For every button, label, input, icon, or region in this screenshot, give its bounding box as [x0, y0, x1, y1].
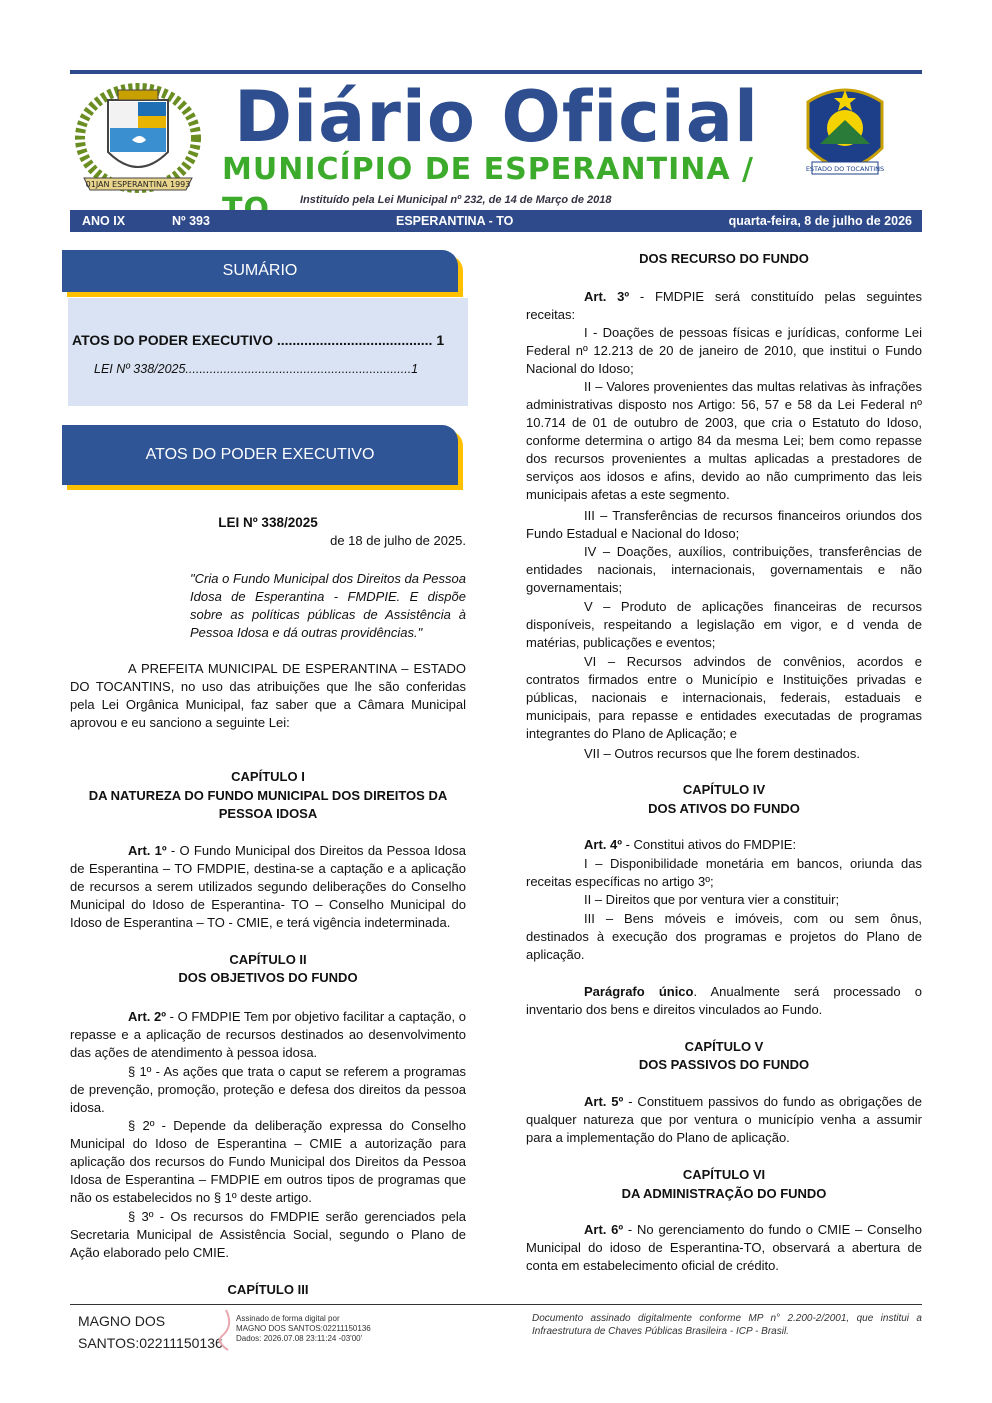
article-4-label: Art. 4º	[584, 837, 622, 852]
signer-name: MAGNO DOS SANTOS:02211150136	[78, 1313, 223, 1351]
article-4	[526, 836, 922, 854]
article-3-item-v: V – Produto de aplicações financeiras de recursos disponíveis, respeitando a legislação em vigor, e d venda de matérias, publicações e eventos;	[526, 599, 922, 650]
article-3-item-ii: II – Valores provenientes das multas relativas às infrações administrativas disposto nos Artigo: 56, 57 e 58 da Lei Federal nº 10.714 de 01 de outubro de 2003, que cria o Estatuto do Idoso, conforme determina o artigo 84 da mesma Lei; bem como repasse dos recursos provenientes a multas aplicadas a prestadores de serviços aos idosos e afins, devido ao não cumprimento das leis municipais afetas a este segmento.	[526, 379, 922, 502]
municipal-coat-of-arms-icon	[74, 82, 202, 198]
article-2-label: Art. 2º	[128, 1009, 167, 1024]
chapter-3-title: CAPÍTULO III	[227, 1282, 309, 1297]
sole-paragraph-text: . Anualmente será processado o inventario dos bens e direitos vinculados ao Fundo.	[526, 984, 922, 1017]
article-3-item-i: I - Doações de pessoas físicas e jurídicas, conforme Lei Federal nº 12.213 de 20 de janeiro de 2010, que institui o Fundo Nacional do Idoso;	[526, 325, 922, 376]
edition-number: Nº 393	[172, 214, 210, 228]
article-4-item-i: I – Disponibilidade monetária em bancos, oriunda das receitas específicas no artigo 3º;	[526, 856, 922, 889]
article-3-item-vii: VII – Outros recursos que lhe forem destinados.	[584, 746, 861, 761]
sole-paragraph	[526, 983, 922, 1019]
chapter-5-title: CAPÍTULO V	[684, 1039, 764, 1054]
article-3-item-iii: III – Transferências de recursos financeiros oriundos dos Fundo Estadual e Nacional do Idoso;	[526, 508, 922, 541]
article-2-paragraph-2: § 2º - Depende da deliberação expressa do Conselho Municipal do Idoso de Esperantina – CMIE a autorização para aplicação dos recursos do Fundo Municipal dos Direitos da Pessoa Idosa de Esperantina – FMDPIE em outros tipos de programas que não os estabelecidos no § 1º deste artigo.	[70, 1118, 466, 1205]
chapter-2-title: CAPÍTULO II	[229, 952, 307, 967]
signature-line-3: Dados: 2026.07.08 23:11:24 -03'00'	[236, 1334, 363, 1343]
article-4-item-iii: III – Bens móveis e imóveis, com ou sem ônus, destinados à execução dos programas e projetos do Plano de aplicação.	[526, 911, 922, 962]
article-6	[526, 1221, 922, 1275]
edition-year: ANO IX	[82, 214, 126, 228]
chapter-4-title: CAPÍTULO IV	[682, 782, 766, 797]
chapter-4-subtitle: DOS ATIVOS DO FUNDO	[648, 801, 800, 816]
law-preamble: A PREFEITA MUNICIPAL DE ESPERANTINA – ESTADO DO TOCANTINS, no uso das atribuições que lhe são conferidas pela Lei Orgânica Municipal, faz saber que a Câmara Municipal aprovou e eu sanciono a seguinte Lei:	[70, 661, 466, 730]
article-2-paragraph-3: § 3º - Os recursos do FMDPIE serão gerenciados pela Secretaria Municipal de Assistência Social, segundo o Plano de Ação elaborado pelo CMIE.	[70, 1209, 466, 1260]
article-6-text: - No gerenciamento do fundo o CMIE – Conselho Municipal do idoso de Esperantina-TO, observará a abertura de conta em estabelecimento oficial de crédito.	[526, 1222, 922, 1273]
chapter-5-subtitle: DOS PASSIVOS DO FUNDO	[638, 1057, 810, 1072]
law-ementa: "Cria o Fundo Municipal dos Direitos da Pessoa Idosa de Esperantina - FMDPIE. E dispõe sobre as políticas públicas de Assistência à Pessoa Idosa e dá outras providências."	[190, 571, 466, 640]
article-3	[526, 288, 922, 324]
article-3-text: - FMDPIE será constituído pelas seguintes receitas:	[526, 289, 922, 322]
state-coat-of-arms-icon	[800, 82, 890, 186]
newspaper-title: Diário Oficial	[234, 76, 759, 158]
signature-line-1: Assinado de forma digital por	[236, 1314, 340, 1323]
chapter-1-subtitle: DA NATUREZA DO FUNDO MUNICIPAL DOS DIREITOS DA PESSOA IDOSA	[88, 788, 448, 821]
summary-item-law[interactable]: LEI Nº 338/2025.................................................................1	[94, 362, 419, 376]
edition-date: quarta-feira, 8 de julho de 2026	[728, 214, 912, 228]
chapter-1-title: CAPÍTULO I	[231, 769, 305, 784]
section-heading: ATOS DO PODER EXECUTIVO	[62, 425, 458, 485]
chapter-6-title: CAPÍTULO VI	[682, 1167, 766, 1182]
summary-heading: SUMÁRIO	[62, 250, 458, 292]
article-1	[70, 842, 466, 932]
law-title: LEI Nº 338/2025	[218, 515, 318, 530]
edition-info-bar	[70, 210, 922, 232]
article-5-text: - Constituem passivos do fundo as obrigações de qualquer natureza que por ventura o município venha a assumir para a implementação do Plano de aplicação.	[526, 1094, 922, 1145]
article-1-label: Art. 1º	[128, 843, 167, 858]
article-1-text: - O Fundo Municipal dos Direitos da Pessoa Idosa de Esperantina – TO FMDPIE, destina-se a captação e a aplicação de recursos a serem utilizados segundo deliberações do Conselho Municipal do Idoso de Esperantina- TO – Conselho Municipal do Idoso de Esperantina – TO - CMIE, e terá vigência indeterminada.	[70, 843, 467, 930]
chapter-3-subtitle: DOS RECURSO DO FUNDO	[639, 251, 809, 266]
svg-text:ESTADO DO TOCANTINS: ESTADO DO TOCANTINS	[805, 165, 885, 173]
article-3-item-vi: VI – Recursos advindos de convênios, acordos e contratos firmados entre o Município e Instituições privadas e públicas, nacionais e internacionais, federais, estaduais e municipais, para repasse e entidades executadas de programas integrantes do Plano de Aplicação; e	[526, 654, 922, 741]
article-5-label: Art. 5º	[584, 1094, 624, 1109]
chapter-6-subtitle: DA ADMINISTRAÇÃO DO FUNDO	[621, 1186, 827, 1201]
article-3-item-iv: IV – Doações, auxílios, contribuições, transferências de entidades nacionais, internacionais, governamentais e não governamentais;	[526, 544, 922, 595]
chapter-2-subtitle: DOS OBJETIVOS DO FUNDO	[178, 970, 358, 985]
header-top-rule	[70, 70, 922, 74]
digital-signature-info	[236, 1314, 436, 1344]
summary-item-executive[interactable]: ATOS DO PODER EXECUTIVO ........................................ 1	[72, 332, 445, 348]
digital-signature-notice: Documento assinado digitalmente conforme MP n° 2.200-2/2001, que institui a Infraestrutura de Chaves Públicas Brasileira - ICP - Brasil.	[532, 1313, 922, 1337]
article-6-label: Art. 6º	[584, 1222, 624, 1237]
article-2	[70, 1008, 466, 1062]
svg-text:01JAN ESPERANTINA 1993: 01JAN ESPERANTINA 1993	[85, 180, 191, 189]
edition-place: ESPERANTINA - TO	[396, 214, 514, 228]
footer-rule	[70, 1304, 922, 1305]
article-5	[526, 1093, 922, 1147]
article-2-paragraph-1: § 1º - As ações que trata o caput se referem a programas de prevenção, promoção, proteção e defesa dos direitos da pessoa idosa.	[70, 1064, 466, 1115]
summary-box	[68, 298, 468, 406]
article-4-item-ii: II – Direitos que por ventura vier a constituir;	[584, 892, 840, 907]
article-4-text: - Constitui ativos do FMDPIE:	[621, 837, 797, 852]
institution-note: Instituído pela Lei Municipal nº 232, de 14 de Março de 2018	[300, 194, 612, 206]
signature-line-2: MAGNO DOS SANTOS:02211150136	[236, 1324, 371, 1333]
article-2-text: - O FMDPIE Tem por objetivo facilitar a captação, o repasse e a aplicação de recursos destinados ao desenvolvimento das ações de atendimento à pessoa idosa.	[70, 1009, 466, 1060]
law-date: de 18 de julho de 2025.	[330, 533, 466, 548]
sole-paragraph-label: Parágrafo único	[584, 984, 694, 999]
article-3-label: Art. 3º	[584, 289, 630, 304]
municipality-subtitle: MUNICÍPIO DE ESPERANTINA /	[222, 152, 754, 187]
